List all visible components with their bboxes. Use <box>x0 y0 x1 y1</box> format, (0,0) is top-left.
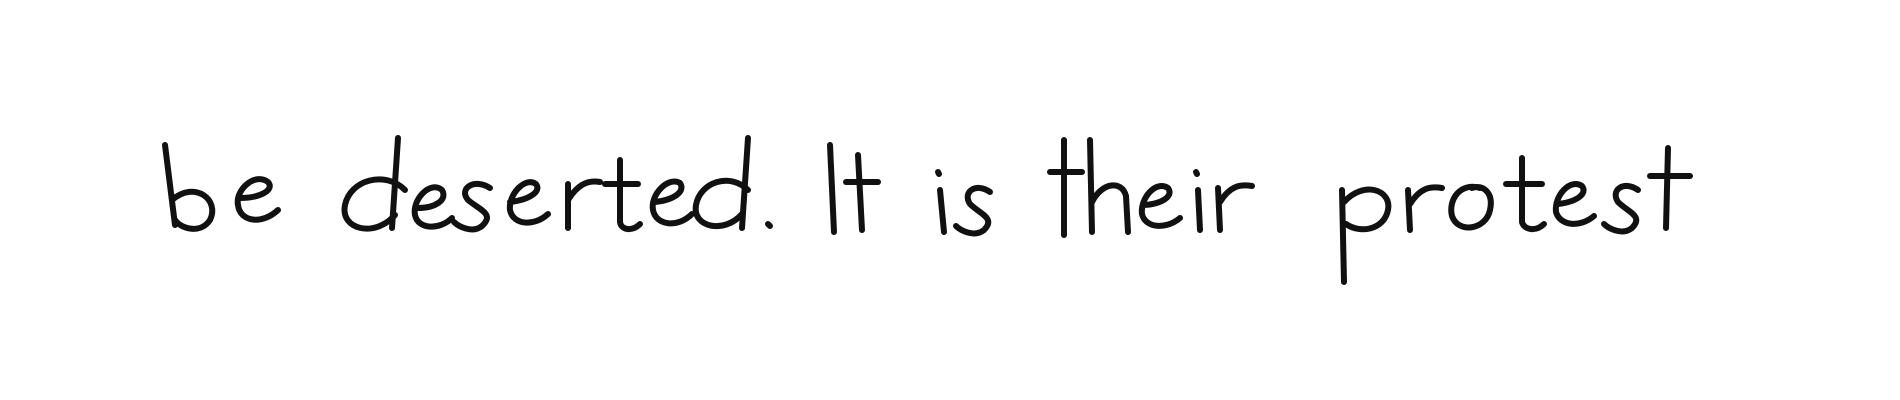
handwritten-line-text <box>150 110 1770 290</box>
